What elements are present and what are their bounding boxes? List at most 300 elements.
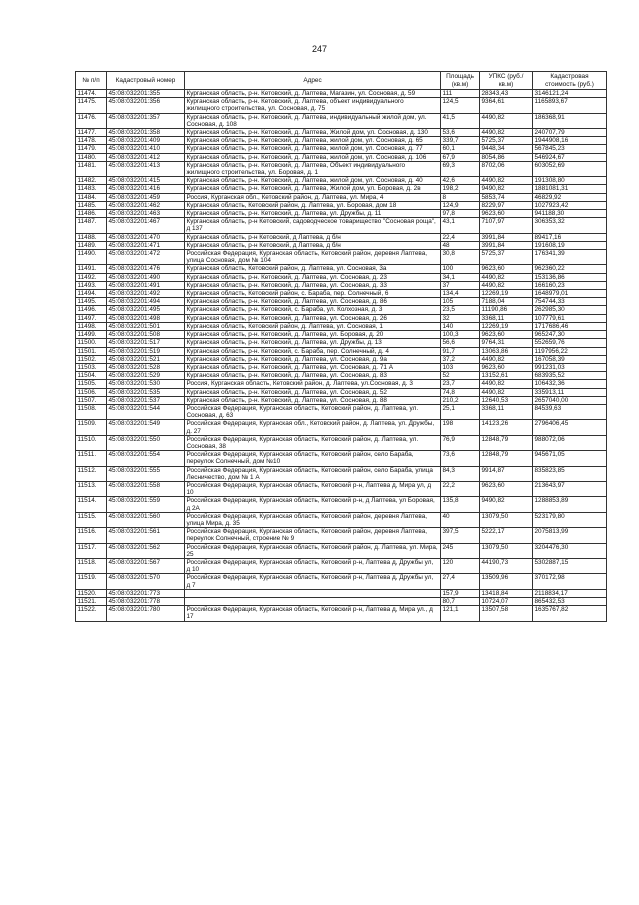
cell-area: 43,1 xyxy=(441,218,480,233)
cell-cadastral-value: 3146121,24 xyxy=(533,90,607,98)
header-cadastral-number: Кадастровый номер xyxy=(107,72,185,90)
cell-address: Курганская область, р-н. Кетовский, д. Лаптева, жилой дом, ул. Сосновая, д. 40 xyxy=(185,177,441,185)
cell-row-number: 11501. xyxy=(76,347,107,355)
cell-area: 91,7 xyxy=(441,347,480,355)
cell-row-number: 11515. xyxy=(76,512,107,527)
cell-area: 48 xyxy=(441,241,480,249)
cell-cadastral-value: 191308,80 xyxy=(533,177,607,185)
cell-area: 103 xyxy=(441,363,480,371)
cell-address: Российская Федерация, Курганская область, Кетовский район, д. Лаптева, ул. Сосновая, 38 xyxy=(185,435,441,450)
table-row xyxy=(76,129,607,137)
cell-area: 27,4 xyxy=(441,574,480,589)
cell-upks: 10724,07 xyxy=(480,598,533,606)
cell-upks: 12848,79 xyxy=(480,451,533,466)
cell-area: 124,9 xyxy=(441,201,480,209)
table-row xyxy=(76,90,607,98)
cell-row-number: 11508. xyxy=(76,404,107,419)
cell-row-number: 11495. xyxy=(76,298,107,306)
cell-cadastral-value: 567845,23 xyxy=(533,145,607,153)
cell-row-number: 11490. xyxy=(76,250,107,265)
cell-row-number: 11519. xyxy=(76,574,107,589)
cell-upks: 13507,58 xyxy=(480,606,533,621)
table-row xyxy=(76,250,607,265)
cell-cadastral-number: 45:08:032201:356 xyxy=(107,98,185,113)
cell-upks: 12269,19 xyxy=(480,290,533,298)
cell-row-number: 11510. xyxy=(76,435,107,450)
cell-cadastral-number: 45:08:032201:355 xyxy=(107,90,185,98)
cell-cadastral-value: 835823,85 xyxy=(533,466,607,481)
cell-address: Курганская область, р-н. Кетовский, д. Лаптева, ул. Сосновая, д. 9а xyxy=(185,355,441,363)
cell-address: Российская Федерация, Курганская область, Кетовский район, д. Лаптева, ул. Мира, 25 xyxy=(185,543,441,558)
cell-row-number: 11491. xyxy=(76,265,107,273)
table-row xyxy=(76,558,607,573)
cell-row-number: 11499. xyxy=(76,331,107,339)
cell-address: Российская Федерация, Курганская область, Кетовский район, село Бараба, улица Лесничество, дом № 1 А xyxy=(185,466,441,481)
cell-cadastral-number: 45:08:032201:463 xyxy=(107,210,185,218)
cell-cadastral-number: 45:08:032201:567 xyxy=(107,558,185,573)
cell-upks: 12640,53 xyxy=(480,396,533,404)
cell-address: Курганская область, р-н. Кетовский, д. Лаптева, Объект индивидуального жилищного строительства, ул. Боровая, д. 1 xyxy=(185,161,441,176)
table-row xyxy=(76,241,607,249)
cell-row-number: 11493. xyxy=(76,281,107,289)
cell-area: 69,3 xyxy=(441,161,480,176)
cell-upks: 9623,60 xyxy=(480,265,533,273)
cell-row-number: 11520. xyxy=(76,589,107,597)
cell-upks: 9623,60 xyxy=(480,210,533,218)
table-row xyxy=(76,372,607,380)
cell-address: Российская Федерация, Курганская область, Кетовский р-н, д Лаптева, ул Боровая, д 2А xyxy=(185,497,441,512)
table-row xyxy=(76,355,607,363)
table-row xyxy=(76,606,607,621)
cell-area: 124,5 xyxy=(441,98,480,113)
cell-cadastral-number: 45:08:032201:561 xyxy=(107,528,185,543)
cell-row-number: 11478. xyxy=(76,137,107,145)
cell-cadastral-number: 45:08:032201:471 xyxy=(107,241,185,249)
cell-upks: 5853,74 xyxy=(480,193,533,201)
cell-area: 100 xyxy=(441,265,480,273)
cell-upks: 13152,61 xyxy=(480,372,533,380)
cell-cadastral-value: 262985,30 xyxy=(533,306,607,314)
cell-cadastral-number: 45:08:032201:554 xyxy=(107,451,185,466)
cell-address: Россия, Курганская обл., Кетовский район, д. Лаптева, ул. Мира, 4 xyxy=(185,193,441,201)
cell-area: 135,8 xyxy=(441,497,480,512)
table-row xyxy=(76,193,607,201)
cell-cadastral-number: 45:08:032201:494 xyxy=(107,298,185,306)
cell-cadastral-number: 45:08:032201:555 xyxy=(107,466,185,481)
cell-address: Курганская область, Кетовский район, д. Лаптева, ул. Боровая, дом 18 xyxy=(185,201,441,209)
cell-cadastral-number: 45:08:032201:358 xyxy=(107,129,185,137)
cell-area: 397,5 xyxy=(441,528,480,543)
table-row xyxy=(76,281,607,289)
cell-row-number: 11484. xyxy=(76,193,107,201)
cell-area: 140 xyxy=(441,322,480,330)
cell-upks: 3368,11 xyxy=(480,404,533,419)
cell-address: Россия, Курганская область, Кетовский район, д. Лаптева, ул.Сосновая, д. 3 xyxy=(185,380,441,388)
cell-address: Курганская область, р-н. Кетовский, с. Бараба, ул. Колхозная, д. 3 xyxy=(185,306,441,314)
cell-row-number: 11479. xyxy=(76,145,107,153)
cell-upks: 9623,60 xyxy=(480,363,533,371)
cell-upks: 8054,86 xyxy=(480,153,533,161)
cell-cadastral-value: 2118834,17 xyxy=(533,589,607,597)
table-row xyxy=(76,273,607,281)
cell-row-number: 11522. xyxy=(76,606,107,621)
cell-address: Курганская область, р-н. Кетовский, д. Лаптева, ул. Сосновая, д. 86 xyxy=(185,298,441,306)
cell-row-number: 11496. xyxy=(76,306,107,314)
cell-address: Российская Федерация, Курганская область, Кетовский р-н, Лаптева д, Мира ул, д 10 xyxy=(185,481,441,496)
cell-cadastral-value: 84539,63 xyxy=(533,404,607,419)
cell-cadastral-number: 45:08:032201:560 xyxy=(107,512,185,527)
table-row xyxy=(76,113,607,128)
cell-address xyxy=(185,598,441,606)
cell-cadastral-number: 45:08:032201:409 xyxy=(107,137,185,145)
cell-upks: 9490,82 xyxy=(480,185,533,193)
cell-area: 30,8 xyxy=(441,250,480,265)
cell-cadastral-value: 965247,30 xyxy=(533,331,607,339)
cell-cadastral-value: 191608,19 xyxy=(533,241,607,249)
cell-address: Курганская область, р-н. Кетовский, д. Лаптева, ул. Сосновая, д. 88 xyxy=(185,396,441,404)
cell-cadastral-value: 89417,16 xyxy=(533,233,607,241)
cell-upks: 3368,11 xyxy=(480,314,533,322)
cell-address: Курганская область, р-н. Кетовский, д. Лаптева, ул. Сосновая, д. 23 xyxy=(185,273,441,281)
cell-upks: 4490,82 xyxy=(480,380,533,388)
cell-cadastral-number: 45:08:032201:570 xyxy=(107,574,185,589)
table-row xyxy=(76,298,607,306)
cell-area: 97,8 xyxy=(441,210,480,218)
cell-cadastral-number: 45:08:032201:467 xyxy=(107,218,185,233)
cell-address: Российская Федерация, Курганская область, Кетовский район, село Бараба, переулок Солнечный, дом №10 xyxy=(185,451,441,466)
cell-area: 210,2 xyxy=(441,396,480,404)
cell-cadastral-value: 945671,05 xyxy=(533,451,607,466)
cell-row-number: 11504. xyxy=(76,372,107,380)
cell-cadastral-value: 153136,86 xyxy=(533,273,607,281)
cell-row-number: 11506. xyxy=(76,388,107,396)
cell-upks: 4490,82 xyxy=(480,388,533,396)
cell-upks: 13509,96 xyxy=(480,574,533,589)
cell-cadastral-number: 45:08:032201:528 xyxy=(107,363,185,371)
table-row xyxy=(76,306,607,314)
cell-cadastral-value: 1881081,31 xyxy=(533,185,607,193)
cell-row-number: 11489. xyxy=(76,241,107,249)
cell-address: Курганская область, р-н Кетовский, садоводческое товарищество "Сосновая роща", д 137 xyxy=(185,218,441,233)
cell-cadastral-number: 45:08:032201:470 xyxy=(107,233,185,241)
cell-area: 23,5 xyxy=(441,306,480,314)
cell-row-number: 11482. xyxy=(76,177,107,185)
table-row xyxy=(76,598,607,606)
cell-row-number: 11517. xyxy=(76,543,107,558)
cell-row-number: 11485. xyxy=(76,201,107,209)
cell-area: 25,1 xyxy=(441,404,480,419)
cell-row-number: 11481. xyxy=(76,161,107,176)
cell-row-number: 11507. xyxy=(76,396,107,404)
cell-address: Российская Федерация, Курганская область, Кетовский район, деревня Лаптева, переулок Солнечный, строение № 9 xyxy=(185,528,441,543)
cell-cadastral-number: 45:08:032201:559 xyxy=(107,497,185,512)
table-row xyxy=(76,290,607,298)
cell-cadastral-value: 1648979,01 xyxy=(533,290,607,298)
cell-area: 74,8 xyxy=(441,388,480,396)
cell-cadastral-value: 106432,36 xyxy=(533,380,607,388)
cell-row-number: 11514. xyxy=(76,497,107,512)
cell-upks: 9364,61 xyxy=(480,98,533,113)
table-row xyxy=(76,543,607,558)
cell-cadastral-number: 45:08:032201:773 xyxy=(107,589,185,597)
cell-address: Курганская область, р-н. Кетовский, д. Лаптева, жилой дом, ул. Сосновая, д. 106 xyxy=(185,153,441,161)
cell-cadastral-value: 240707,79 xyxy=(533,129,607,137)
cell-row-number: 11477. xyxy=(76,129,107,137)
table-row xyxy=(76,153,607,161)
cell-upks: 4490,82 xyxy=(480,281,533,289)
cell-cadastral-value: 1635767,82 xyxy=(533,606,607,621)
cell-upks: 3991,84 xyxy=(480,233,533,241)
cell-cadastral-value: 167058,39 xyxy=(533,355,607,363)
cell-address: Российская Федерация, Курганская область, Кетовский район, деревня Лаптева, улица Сосновая, дом № 104 xyxy=(185,250,441,265)
cell-area: 34,1 xyxy=(441,273,480,281)
cell-row-number: 11503. xyxy=(76,363,107,371)
table-row xyxy=(76,497,607,512)
cell-cadastral-value: 865432,53 xyxy=(533,598,607,606)
cell-area: 84,3 xyxy=(441,466,480,481)
cell-cadastral-value: 107779,61 xyxy=(533,314,607,322)
cell-area: 52 xyxy=(441,372,480,380)
cell-cadastral-number: 45:08:032201:549 xyxy=(107,420,185,435)
cell-row-number: 11486. xyxy=(76,210,107,218)
table-row xyxy=(76,201,607,209)
cell-row-number: 11509. xyxy=(76,420,107,435)
cell-row-number: 11488. xyxy=(76,233,107,241)
cell-upks: 5725,37 xyxy=(480,137,533,145)
cell-cadastral-number: 45:08:032201:415 xyxy=(107,177,185,185)
cell-address: Курганская область, р-н. Кетовский, д. Лаптева, Жилой дом, ул. Сосновая, д. 130 xyxy=(185,129,441,137)
cell-area: 105 xyxy=(441,298,480,306)
cell-cadastral-value: 683935,52 xyxy=(533,372,607,380)
cell-cadastral-number: 45:08:032201:459 xyxy=(107,193,185,201)
cell-upks: 28343,43 xyxy=(480,90,533,98)
cell-address xyxy=(185,589,441,597)
cell-row-number: 11512. xyxy=(76,466,107,481)
cell-area: 134,4 xyxy=(441,290,480,298)
cell-address: Курганская область, р-н. Кетовский, д. Лаптева, жилой дом, ул. Сосновая, д. 77 xyxy=(185,145,441,153)
cell-area: 60,1 xyxy=(441,145,480,153)
cell-upks: 9914,87 xyxy=(480,466,533,481)
cell-address: Российская Федерация, Курганская область, Кетовский р-н, Лаптева д, Мира ул., д 17 xyxy=(185,606,441,621)
table-row xyxy=(76,589,607,597)
cell-row-number: 11492. xyxy=(76,273,107,281)
cell-upks: 5725,37 xyxy=(480,250,533,265)
table-row xyxy=(76,137,607,145)
cell-cadastral-number: 45:08:032201:476 xyxy=(107,265,185,273)
table-row xyxy=(76,322,607,330)
cell-upks: 13079,50 xyxy=(480,543,533,558)
cell-cadastral-value: 941188,30 xyxy=(533,210,607,218)
cell-cadastral-number: 45:08:032201:498 xyxy=(107,314,185,322)
cell-address: Курганская область, р-н. Кетовский, д. Лаптева, ул. Сосновая, д. 26 xyxy=(185,314,441,322)
cell-row-number: 11505. xyxy=(76,380,107,388)
cell-upks: 9448,34 xyxy=(480,145,533,153)
cell-cadastral-number: 45:08:032201:490 xyxy=(107,273,185,281)
cell-area: 22,2 xyxy=(441,481,480,496)
table-row xyxy=(76,210,607,218)
table-row xyxy=(76,233,607,241)
cell-cadastral-value: 603052,69 xyxy=(533,161,607,176)
cell-upks: 13063,86 xyxy=(480,347,533,355)
cell-cadastral-number: 45:08:032201:517 xyxy=(107,339,185,347)
cell-cadastral-value: 2796406,45 xyxy=(533,420,607,435)
cadastral-table xyxy=(75,71,607,622)
cell-address: Курганская область, р-н. Кетовский, д. Лаптева, жилой дом, ул. Сосновая, д. 65 xyxy=(185,137,441,145)
cell-cadastral-number: 45:08:032201:472 xyxy=(107,250,185,265)
cell-cadastral-number: 45:08:032201:495 xyxy=(107,306,185,314)
cell-upks: 13418,84 xyxy=(480,589,533,597)
cell-address: Российская Федерация, Курганская область, Кетовский район, д. Лаптева, ул. Сосновая, д. 63 xyxy=(185,404,441,419)
cell-upks: 4490,82 xyxy=(480,129,533,137)
cell-cadastral-value: 2657040,00 xyxy=(533,396,607,404)
cell-cadastral-value: 213643,97 xyxy=(533,481,607,496)
cell-cadastral-value: 5302887,15 xyxy=(533,558,607,573)
header-address: Адрес xyxy=(185,72,441,90)
table-row xyxy=(76,218,607,233)
cell-upks: 4490,82 xyxy=(480,177,533,185)
cell-upks: 5222,17 xyxy=(480,528,533,543)
cell-area: 37 xyxy=(441,281,480,289)
table-row xyxy=(76,528,607,543)
cell-cadastral-value: 166160,23 xyxy=(533,281,607,289)
cell-address: Курганская область, Кетовский район, с. Бараба, пер. Солнечный, 6 xyxy=(185,290,441,298)
page-number: 247 xyxy=(311,44,328,54)
cell-upks: 7107,97 xyxy=(480,218,533,233)
cell-address: Курганская область, р-н. Кетовский, с. Бараба, пер. Солнечный, д. 4 xyxy=(185,347,441,355)
cell-address: Курганская область, Кетовский район, д. Лаптева, ул. Сосновая, 3а xyxy=(185,265,441,273)
table-row xyxy=(76,481,607,496)
cell-cadastral-value: 546924,67 xyxy=(533,153,607,161)
cell-upks: 11190,86 xyxy=(480,306,533,314)
cell-cadastral-number: 45:08:032201:462 xyxy=(107,201,185,209)
table-row xyxy=(76,435,607,450)
header-number: № п/п xyxy=(76,72,107,90)
cell-upks: 4490,82 xyxy=(480,355,533,363)
table-body xyxy=(76,90,607,622)
cell-cadastral-number: 45:08:032201:413 xyxy=(107,161,185,176)
cell-row-number: 11498. xyxy=(76,322,107,330)
cell-row-number: 11497. xyxy=(76,314,107,322)
table-row xyxy=(76,512,607,527)
cell-cadastral-value: 962360,22 xyxy=(533,265,607,273)
cell-address: Российская Федерация, Курганская обл., Кетовский район, д. Лаптева, ул. Дружбы, д. 27 xyxy=(185,420,441,435)
cell-row-number: 11518. xyxy=(76,558,107,573)
cell-cadastral-number: 45:08:032201:530 xyxy=(107,380,185,388)
cell-upks: 9623,60 xyxy=(480,331,533,339)
table-row xyxy=(76,404,607,419)
cell-cadastral-number: 45:08:032201:562 xyxy=(107,543,185,558)
table-row xyxy=(76,98,607,113)
cell-row-number: 11483. xyxy=(76,185,107,193)
cell-cadastral-value: 306353,32 xyxy=(533,218,607,233)
cell-cadastral-number: 45:08:032201:519 xyxy=(107,347,185,355)
cell-cadastral-number: 45:08:032201:357 xyxy=(107,113,185,128)
cell-area: 198 xyxy=(441,420,480,435)
cell-cadastral-value: 991231,03 xyxy=(533,363,607,371)
cell-address: Курганская область, Кетовский район, д. Лаптева, ул. Сосновая, 1 xyxy=(185,322,441,330)
cell-cadastral-value: 1165893,67 xyxy=(533,98,607,113)
cell-address: Курганская область, р-н. Кетовский, д. Лаптева, ул. Сосновая, д. 52 xyxy=(185,388,441,396)
cell-upks: 8702,06 xyxy=(480,161,533,176)
cell-area: 157,9 xyxy=(441,589,480,597)
cell-area: 80,7 xyxy=(441,598,480,606)
cell-row-number: 11513. xyxy=(76,481,107,496)
table-header-row xyxy=(76,72,607,90)
cell-cadastral-number: 45:08:032201:537 xyxy=(107,396,185,404)
cell-upks: 9623,60 xyxy=(480,481,533,496)
cell-area: 53,6 xyxy=(441,129,480,137)
table-row xyxy=(76,265,607,273)
cell-cadastral-number: 45:08:032201:416 xyxy=(107,185,185,193)
cell-address: Российская Федерация, Курганская область, Кетовский р-н, Лаптева д, Дружбы ул, д 10 xyxy=(185,558,441,573)
cell-area: 41,5 xyxy=(441,113,480,128)
cell-address: Курганская область, р-н. Кетовский, д. Лаптева, ул. Сосновая, д. 71 А xyxy=(185,363,441,371)
cell-area: 73,6 xyxy=(441,451,480,466)
cell-upks: 12269,19 xyxy=(480,322,533,330)
cell-row-number: 11500. xyxy=(76,339,107,347)
cell-area: 8 xyxy=(441,193,480,201)
cell-area: 76,9 xyxy=(441,435,480,450)
cell-cadastral-number: 45:08:032201:492 xyxy=(107,290,185,298)
cell-upks: 7188,04 xyxy=(480,298,533,306)
cell-cadastral-value: 176341,39 xyxy=(533,250,607,265)
cell-cadastral-number: 45:08:032201:412 xyxy=(107,153,185,161)
cell-cadastral-value: 370172,98 xyxy=(533,574,607,589)
cell-row-number: 11476. xyxy=(76,113,107,128)
cell-address: Курганская область, р-н. Кетовский, д. Лаптева, ул. Дружбы, д. 11 xyxy=(185,210,441,218)
cell-address: Курганская область, р-н. Кетовский, д. Лаптева, объект индивидуального жилищного строительства, ул. Сосновая, д. 75 xyxy=(185,98,441,113)
cell-cadastral-number: 45:08:032201:544 xyxy=(107,404,185,419)
table-row xyxy=(76,363,607,371)
cell-cadastral-number: 45:08:032201:501 xyxy=(107,322,185,330)
table-row xyxy=(76,185,607,193)
table-row xyxy=(76,466,607,481)
cell-upks: 12848,79 xyxy=(480,435,533,450)
cell-cadastral-value: 186368,91 xyxy=(533,113,607,128)
cell-upks: 9764,31 xyxy=(480,339,533,347)
cell-upks: 3991,84 xyxy=(480,241,533,249)
header-cadastral-value: Кадастровая стоимость (руб.) xyxy=(533,72,607,90)
cell-cadastral-value: 1197956,22 xyxy=(533,347,607,355)
cell-cadastral-number: 45:08:032201:535 xyxy=(107,388,185,396)
cell-upks: 4490,82 xyxy=(480,273,533,281)
table-row xyxy=(76,331,607,339)
cell-address: Курганская область, р-н Кетовский, д Лаптева, д б/н xyxy=(185,241,441,249)
cell-cadastral-value: 1717686,46 xyxy=(533,322,607,330)
cell-area: 22,4 xyxy=(441,233,480,241)
cell-row-number: 11487. xyxy=(76,218,107,233)
header-upks: УПКС (руб./кв.м) xyxy=(480,72,533,90)
cell-area: 67,9 xyxy=(441,153,480,161)
cell-area: 120 xyxy=(441,558,480,573)
cell-cadastral-number: 45:08:032201:558 xyxy=(107,481,185,496)
cell-area: 23,7 xyxy=(441,380,480,388)
cell-upks: 14123,26 xyxy=(480,420,533,435)
cell-cadastral-value: 552659,76 xyxy=(533,339,607,347)
cell-cadastral-number: 45:08:032201:491 xyxy=(107,281,185,289)
cell-cadastral-value: 46829,92 xyxy=(533,193,607,201)
table-row xyxy=(76,451,607,466)
cell-cadastral-value: 335913,11 xyxy=(533,388,607,396)
cell-address: Курганская область, р-н. Кетовский, д. Лаптева, Жилой дом, ул. Боровая, д. 2в xyxy=(185,185,441,193)
header-area: Площадь (кв.м) xyxy=(441,72,480,90)
cell-area: 32 xyxy=(441,314,480,322)
cell-upks: 8229,97 xyxy=(480,201,533,209)
cell-address: Курганская область, р-н. Кетовский, д. Лаптева, Магазин, ул. Сосновая, д. 59 xyxy=(185,90,441,98)
cell-row-number: 11475. xyxy=(76,98,107,113)
cell-area: 121,1 xyxy=(441,606,480,621)
cell-area: 339,7 xyxy=(441,137,480,145)
